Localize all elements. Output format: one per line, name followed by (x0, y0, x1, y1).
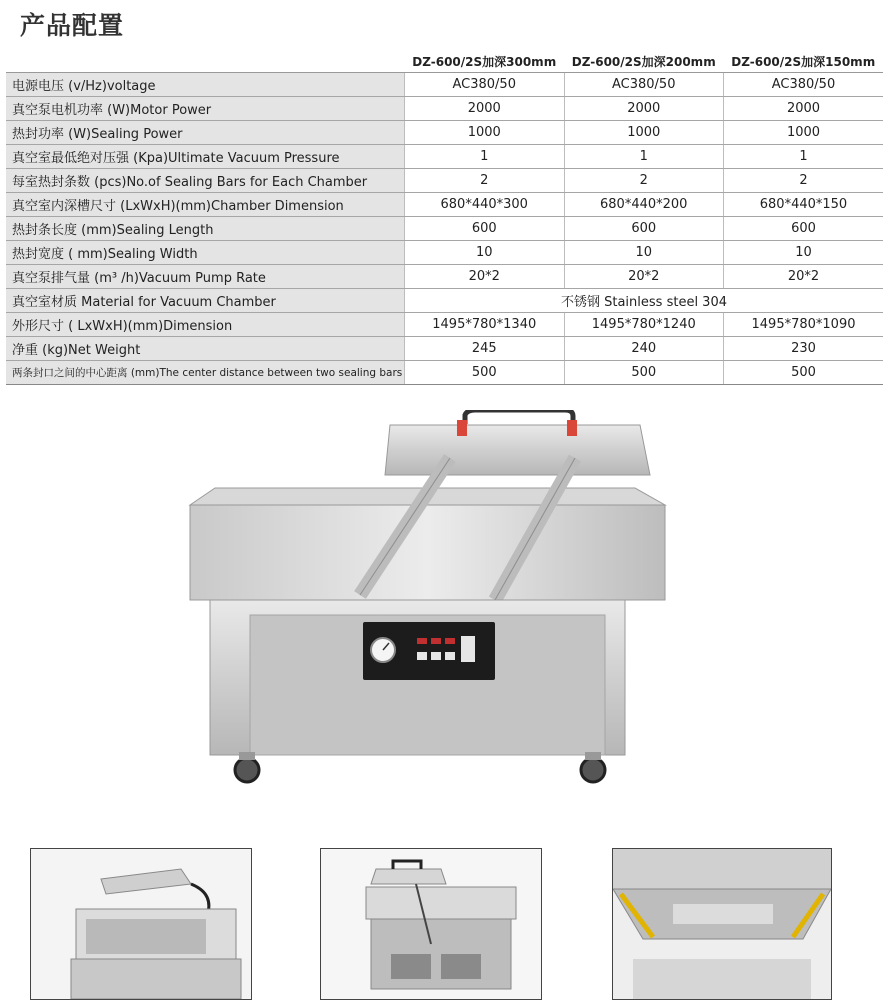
spec-row-vacuum-pressure (6, 145, 883, 169)
spec-row-sealing-length (6, 217, 883, 241)
spec-row-chamber-dimension (6, 193, 883, 217)
row-value: 500 (724, 361, 884, 385)
row-value: 1 (405, 145, 565, 169)
row-value: 2 (405, 169, 565, 193)
row-label: 真空泵排气量 (m³ /h)Vacuum Pump Rate (6, 265, 405, 289)
row-label: 电源电压 (v/Hz)voltage (6, 73, 405, 97)
row-label: 真空泵电机功率 (W)Motor Power (6, 97, 405, 121)
row-label: 热封条长度 (mm)Sealing Length (6, 217, 405, 241)
row-value: 20*2 (564, 265, 724, 289)
row-value: AC380/50 (564, 73, 724, 97)
row-value: 1 (564, 145, 724, 169)
row-value-merged: 不锈钢 Stainless steel 304 (405, 289, 884, 313)
spec-row-sealing-bars (6, 169, 883, 193)
row-value: 20*2 (405, 265, 565, 289)
row-value: 500 (405, 361, 565, 385)
row-label: 热封功率 (W)Sealing Power (6, 121, 405, 145)
row-value: 2000 (405, 97, 565, 121)
row-value: 240 (564, 337, 724, 361)
spec-row-sealing-power (6, 121, 883, 145)
row-value: 600 (724, 217, 884, 241)
machine-main-image (185, 410, 675, 790)
row-value: 245 (405, 337, 565, 361)
row-value: 2000 (724, 97, 884, 121)
spec-row-motor-power (6, 97, 883, 121)
row-value: 1000 (724, 121, 884, 145)
row-value: 1000 (564, 121, 724, 145)
spec-row-pump-rate (6, 265, 883, 289)
spec-header-row (6, 50, 883, 73)
row-value: 500 (564, 361, 724, 385)
row-label: 真空室材质 Material for Vacuum Chamber (6, 289, 405, 313)
row-label: 两条封口之间的中心距离 (mm)The center distance between two sealing bars (6, 361, 405, 385)
spec-row-net-weight (6, 337, 883, 361)
row-value: 2000 (564, 97, 724, 121)
row-value: 1495*780*1340 (405, 313, 565, 337)
row-label: 每室热封条数 (pcs)No.of Sealing Bars for Each Chamber (6, 169, 405, 193)
row-value: AC380/50 (405, 73, 565, 97)
spec-row-voltage (6, 73, 883, 97)
spec-row-material (6, 289, 883, 313)
row-value: 600 (564, 217, 724, 241)
row-value: 10 (405, 241, 565, 265)
header-blank (6, 50, 405, 73)
header-model-150: DZ-600/2S加深150mm (724, 50, 884, 73)
row-value: 600 (405, 217, 565, 241)
spec-row-dimension (6, 313, 883, 337)
row-value: 230 (724, 337, 884, 361)
spec-table (6, 50, 883, 385)
row-value: 1000 (405, 121, 565, 145)
row-value: 1 (724, 145, 884, 169)
row-value: 10 (564, 241, 724, 265)
row-value: 680*440*200 (564, 193, 724, 217)
row-value: 2 (724, 169, 884, 193)
row-value: 10 (724, 241, 884, 265)
thumbnail-side-view (30, 848, 252, 1000)
thumbnail-internal-view (320, 848, 542, 1000)
row-value: 680*440*300 (405, 193, 565, 217)
row-value: 1495*780*1240 (564, 313, 724, 337)
row-value: 1495*780*1090 (724, 313, 884, 337)
thumbnail-sealing-bar-view (612, 848, 832, 1000)
spec-row-center-distance (6, 361, 883, 385)
spec-row-sealing-width (6, 241, 883, 265)
row-value: 2 (564, 169, 724, 193)
row-label: 外形尺寸 ( LxWxH)(mm)Dimension (6, 313, 405, 337)
header-model-300: DZ-600/2S加深300mm (405, 50, 565, 73)
header-model-200: DZ-600/2S加深200mm (564, 50, 724, 73)
row-label: 真空室内深槽尺寸 (LxWxH)(mm)Chamber Dimension (6, 193, 405, 217)
row-label: 真空室最低绝对压强 (Kpa)Ultimate Vacuum Pressure (6, 145, 405, 169)
row-value: 20*2 (724, 265, 884, 289)
row-value: 680*440*150 (724, 193, 884, 217)
row-label: 热封宽度 ( mm)Sealing Width (6, 241, 405, 265)
page-title: 产品配置 (20, 11, 125, 40)
row-value: AC380/50 (724, 73, 884, 97)
row-label: 净重 (kg)Net Weight (6, 337, 405, 361)
